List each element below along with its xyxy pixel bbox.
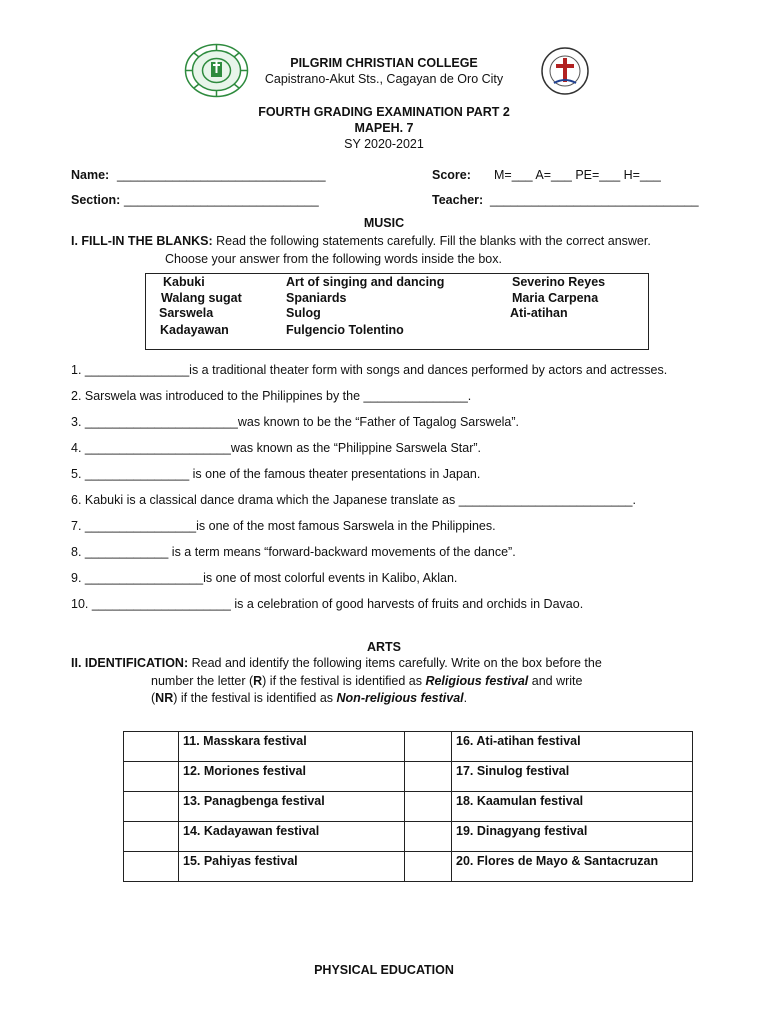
arts-instruction-line2	[151, 674, 582, 688]
festival-item: 20. Flores de Mayo & Santacruzan	[452, 852, 693, 882]
question-5: 5. _______________ is one of the famous theater presentations in Japan.	[71, 467, 481, 481]
question-6: 6. Kabuki is a classical dance drama which the Japanese translate as _________________________.	[71, 493, 636, 507]
answer-box[interactable]	[124, 732, 179, 762]
section-line[interactable]: ____________________________	[124, 193, 319, 207]
text: .	[463, 691, 468, 705]
arts-instruction	[71, 656, 602, 670]
non-religious-code: NR	[155, 691, 174, 705]
answer-box[interactable]	[405, 792, 452, 822]
word-choice: Ati-atihan	[510, 306, 568, 320]
question-3: 3. ______________________was known to be the “Father of Tagalog Sarswela”.	[71, 415, 520, 429]
question-10: 10. ____________________ is a celebration of good harvests of fruits and orchids in Davao.	[71, 597, 584, 611]
text: ) if the festival is identified as	[173, 691, 337, 705]
festival-item: 14. Kadayawan festival	[179, 822, 405, 852]
word-choice: Severino Reyes	[512, 275, 606, 289]
question-2: 2. Sarswela was introduced to the Philippines by the _______________.	[71, 389, 472, 403]
answer-box[interactable]	[405, 852, 452, 882]
religious-code: R	[253, 674, 263, 688]
answer-box[interactable]	[405, 822, 452, 852]
pe-heading: PHYSICAL EDUCATION	[314, 963, 454, 977]
answer-box[interactable]	[405, 732, 452, 762]
table-row	[124, 852, 693, 882]
word-choice: Kadayawan	[160, 323, 229, 337]
music-instruction-line2: Choose your answer from the following words inside the box.	[165, 252, 502, 266]
instruction-label: I. FILL-IN THE BLANKS:	[71, 234, 213, 248]
question-4: 4. _____________________was known as the “Philippine Sarswela Star”.	[71, 441, 482, 455]
festival-item: 18. Kaamulan festival	[452, 792, 693, 822]
answer-box[interactable]	[124, 822, 179, 852]
text: ) if the festival is identified as	[262, 674, 426, 688]
score-label: Score:	[432, 168, 471, 182]
festival-item: 16. Ati-atihan festival	[452, 732, 693, 762]
answer-box[interactable]	[405, 762, 452, 792]
arts-heading: ARTS	[366, 640, 402, 654]
text: and write	[528, 674, 583, 688]
subject-title: MAPEH. 7	[354, 121, 414, 135]
instruction-text: Read the following statements carefully. Fill the blanks with the correct answer.	[212, 234, 651, 248]
festival-table	[123, 731, 693, 882]
music-instruction	[71, 234, 651, 248]
instruction-text: Read and identify the following items carefully. Write on the box before the	[188, 656, 602, 670]
word-box	[145, 273, 649, 350]
music-heading: MUSIC	[363, 216, 405, 230]
text: (	[151, 691, 156, 705]
teacher-label: Teacher:	[432, 193, 484, 207]
church-seal-icon	[540, 45, 590, 97]
school-address: Capistrano-Akut Sts., Cagayan de Oro City	[264, 72, 504, 86]
table-row	[124, 762, 693, 792]
school-seal-icon	[183, 42, 250, 99]
answer-box[interactable]	[124, 762, 179, 792]
teacher-line[interactable]: ______________________________	[490, 193, 699, 207]
name-label: Name:	[71, 168, 110, 182]
score-value[interactable]: M=___ A=___ PE=___ H=___	[494, 168, 661, 182]
word-choice: Maria Carpena	[512, 291, 599, 305]
question-9: 9. _________________is one of most colorful events in Kalibo, Aklan.	[71, 571, 458, 585]
answer-box[interactable]	[124, 852, 179, 882]
table-row	[124, 732, 693, 762]
word-choice: Kabuki	[163, 275, 205, 289]
name-line[interactable]: ______________________________	[117, 168, 326, 182]
exam-title: FOURTH GRADING EXAMINATION PART 2	[258, 105, 510, 119]
religious-label: Religious festival	[425, 674, 529, 688]
festival-item: 19. Dinagyang festival	[452, 822, 693, 852]
festival-item: 17. Sinulog festival	[452, 762, 693, 792]
word-choice: Sarswela	[159, 306, 214, 320]
arts-instruction-line3	[151, 691, 467, 705]
table-row	[124, 822, 693, 852]
question-1: 1. _______________is a traditional theater form with songs and dances performed by actors and actresses.	[71, 363, 668, 377]
word-choice: Walang sugat	[161, 291, 242, 305]
school-name: PILGRIM CHRISTIAN COLLEGE	[290, 56, 478, 70]
instruction-label: II. IDENTIFICATION:	[71, 656, 189, 670]
answer-box[interactable]	[124, 792, 179, 822]
question-8: 8. ____________ is a term means “forward-backward movements of the dance”.	[71, 545, 516, 559]
word-choice: Sulog	[286, 306, 321, 320]
festival-item: 15. Pahiyas festival	[179, 852, 405, 882]
section-label: Section:	[71, 193, 121, 207]
word-choice: Spaniards	[286, 291, 347, 305]
word-choice: Fulgencio Tolentino	[286, 323, 404, 337]
school-year: SY 2020-2021	[344, 137, 424, 151]
festival-item: 11. Masskara festival	[179, 732, 405, 762]
table-row	[124, 792, 693, 822]
festival-item: 12. Moriones festival	[179, 762, 405, 792]
non-religious-label: Non-religious festival	[336, 691, 464, 705]
text: number the letter (	[151, 674, 254, 688]
word-choice: Art of singing and dancing	[286, 275, 445, 289]
question-7: 7. ________________is one of the most famous Sarswela in the Philippines.	[71, 519, 496, 533]
festival-item: 13. Panagbenga festival	[179, 792, 405, 822]
